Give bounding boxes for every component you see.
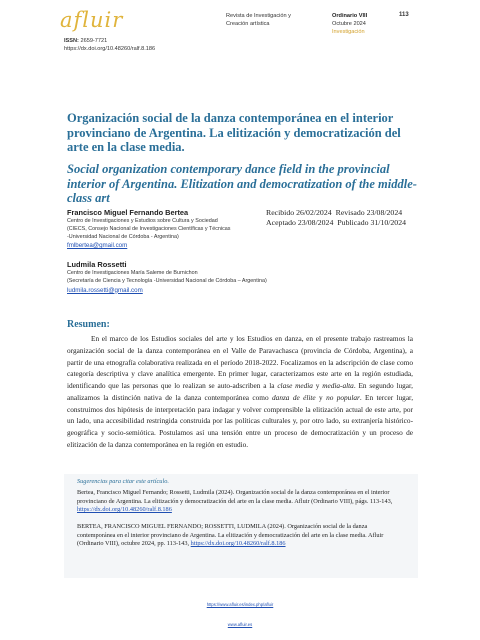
citation-heading: Sugerencias para citar este artículo.	[77, 478, 169, 485]
published-date: Publicado 31/10/2024	[337, 218, 406, 227]
emphasis: media-alta	[322, 381, 354, 390]
emphasis: danza de élite	[272, 392, 316, 402]
journal-name-line1: Revista de Investigación y	[226, 13, 291, 19]
doi-url: https://dx.doi.org/10.48260/ralf.8.186	[64, 46, 156, 52]
page-number: 113	[399, 12, 409, 18]
title-spanish: Organización social de la danza contemporánea en el interior provinciano de Argentina. La elitización y democratización del arte en la clase media.	[67, 111, 401, 154]
issue-label: Ordinario VIII	[332, 13, 368, 19]
abstract-text: En el marco de los Estudios sociales del arte y los Estudios en danza, en el presente trabajo rastreamos la organización social de la danza contemporánea en el Valle de Paravachasca (provincia de Córdoba, Argentina), a partir de una etnografía colaborativa realizada en el período 2018-2022. Focalizamos en la adscripción de clase como categoría descriptiva y clave analítica emergente. En primer lugar, caracterizamos este arte en la región estudiada, identificando que las personas que lo realizan se auto-adscriben a la clase media y media-alta. En segundo lugar, analizamos la distinción nativa de la danza contemporánea como danza de élite y no popular. En tercer lugar, construimos dos hipótesis de interpretación para indagar y volver comprensible la elitización actual de este arte, por un lado, una accesibilidad restringida construida por las políticas culturales y, por otro lado, su extranjería histórico-geográfica y socio-semiótica. Postulamos así una tensión entre un proceso de democratización y un proceso de elitización de la danza contemporánea en la región en estudio.	[67, 334, 414, 449]
author-block-2	[67, 260, 307, 295]
footer-journal-link[interactable]: https://www.afluir.es/index.php/afluir	[206, 602, 274, 607]
emphasis: clase media	[277, 381, 313, 390]
issn-block	[64, 37, 155, 53]
issn-value: 2659-7721	[80, 38, 108, 44]
author-affiliation: Centro de Investigaciones y Estudios sobre Cultura y Sociedad	[67, 218, 218, 224]
accepted-date: Aceptado 23/08/2024	[266, 218, 334, 227]
author-email-link[interactable]: fmlbertea@gmail.com	[67, 242, 128, 250]
author-name: Ludmila Rossetti	[67, 260, 127, 269]
citation-doi-link[interactable]: https://dx.doi.org/10.48260/ralf.8.186	[77, 506, 172, 513]
footer-site-link[interactable]: www.afluir.es	[227, 622, 253, 627]
citation-doi-link[interactable]: https://dx.doi.org/10.48260/ralf.8.186	[190, 540, 286, 547]
received-date: Recibido 26/02/2024	[266, 208, 332, 217]
revised-date: Revisado 23/08/2024	[335, 208, 403, 217]
author-email-link[interactable]: ludmila.rossetti@gmail.com	[67, 286, 143, 294]
article-dates	[266, 208, 410, 228]
abstract-heading: Resumen:	[67, 319, 110, 330]
citation-iso: BERTEA, FRANCISCO MIGUEL FERNANDO; ROSSETTI, LUDMILA (2024). Organización social de la danza contemporánea en el interior provinciano de Argentina. La elitización y democratización del arte en la clase media. Afluir (Ordinario VIII), octubre 2024, pp. 113-143, https://dx.doi.org/10.48260/ralf.8.186	[77, 523, 384, 547]
author-affiliation: (Secretaría de Ciencia y Tecnología -Universidad Nacional de Córdoba – Argentina)	[67, 277, 267, 284]
issn-label: ISSN:	[64, 38, 79, 44]
author-affiliation: (CIECS, Consejo Nacional de Investigaciones Científicas y Técnicas	[67, 225, 231, 232]
journal-name-line2: Creación artística	[226, 21, 270, 27]
issue-info	[332, 12, 402, 36]
author-affiliation: -Universidad Nacional de Córdoba - Argentina)	[67, 233, 179, 240]
author-block-1	[67, 208, 267, 250]
title-english: Social organization contemporary dance field in the provincial interior of Argentina. Elitization and democratization of the middle-class art	[67, 162, 417, 205]
issue-date: Octubre 2024	[332, 21, 366, 27]
author-name: Francisco Miguel Fernando Bertea	[67, 208, 189, 217]
issue-type: Investigación	[332, 29, 365, 35]
emphasis: no popular	[326, 392, 360, 402]
author-affiliation: Centro de Investigaciones María Saleme de Burnichon	[67, 270, 198, 276]
journal-logo: afluir	[60, 8, 124, 32]
citation-apa: Bertea, Francisco Miguel Fernando; Rossetti, Ludmila (2024). Organización social de la danza contemporánea en el interior provinciano de Argentina. La elitización y democratización del arte en la clase media. Afluir (Ordinario VIII), págs. 113-143, https://dx.doi.org/10.48260/ralf.8.186	[77, 489, 393, 513]
journal-name	[226, 12, 316, 28]
